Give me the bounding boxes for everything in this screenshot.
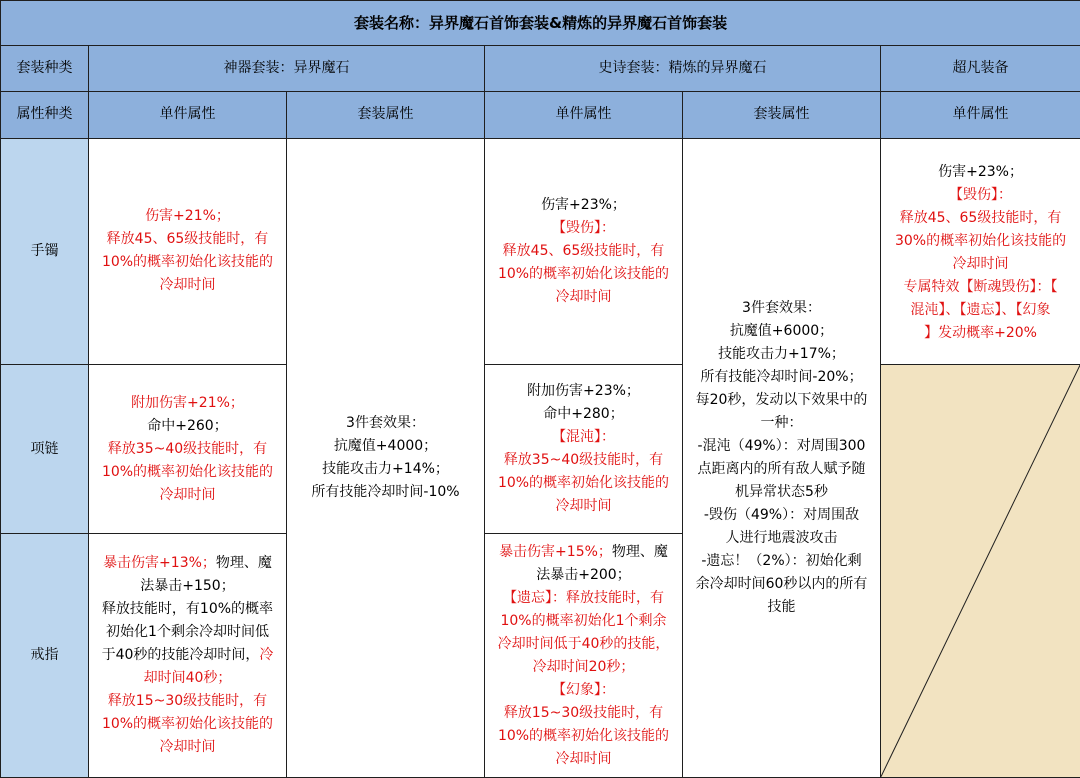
necklace-epic-attr: 附加伤害+23%； 命中+280； 【混沌】： 释放35~40级技能时，有 10%的概率初始化该技能的 冷却时间 [485, 365, 683, 534]
bracelet-artifact-attr: 伤害+21%； 释放45、65级技能时，有 10%的概率初始化该技能的 冷却时间 [89, 138, 287, 365]
epic-set-effect: 3件套效果： 抗魔值+6000； 技能攻击力+17%； 所有技能冷却时间-20%； 每20秒，发动以下效果中的 一种： -混沌（49%）：对周围300 点距离内的所有敌人赋予随 机异常状态5秒 -毁伤（49%）：对周围敌 人进行地震波攻击 -遗忘！（2%）：初始化剩 余冷却时间60秒以内的所有 技能 [683, 138, 881, 777]
ring-artifact-attr: 暴击伤害+13%；物理、魔 法暴击+150； 释放技能时，有10%的概率 初始化1个剩余冷却时间低 于40秒的技能冷却时间，冷 却时间40秒； 释放15~30级技能时，有 10%的概率初始化该技能的 冷却时间 [89, 534, 287, 778]
row-label-necklace: 项链 [1, 365, 89, 534]
diagonal-line [881, 365, 1080, 777]
epic-single-header: 单件属性 [485, 92, 683, 138]
table-title: 套装名称：异界魔石首饰套装&精炼的异界魔石首饰套装 [1, 1, 1080, 46]
bracelet-epic-attr: 伤害+23%； 【毁伤】： 释放45、65级技能时，有 10%的概率初始化该技能的 冷却时间 [485, 138, 683, 365]
row-label-bracelet: 手镯 [1, 138, 89, 365]
artifact-set-effect: 3件套效果： 抗魔值+4000； 技能攻击力+14%； 所有技能冷却时间-10% [287, 138, 485, 777]
set-type-label: 套装种类 [1, 46, 89, 92]
artifact-set-attr-header: 套装属性 [287, 92, 485, 138]
transcend-header: 超凡装备 [881, 46, 1080, 92]
artifact-single-header: 单件属性 [89, 92, 287, 138]
artifact-set-header: 神器套装：异界魔石 [89, 46, 485, 92]
ring-epic-attr: 暴击伤害+15%；物理、魔 法暴击+200； 【遗忘】：释放技能时，有 10%的概率初始化1个剩余 冷却时间低于40秒的技能， 冷却时间20秒； 【幻象】： 释放15~30级技能时，有 10%的概率初始化该技能的 冷却时间 [485, 534, 683, 778]
epic-set-attr-header: 套装属性 [683, 92, 881, 138]
epic-set-header: 史诗套装：精炼的异界魔石 [485, 46, 881, 92]
row-label-ring: 戒指 [1, 534, 89, 778]
transcend-single-header: 单件属性 [881, 92, 1080, 138]
necklace-artifact-attr: 附加伤害+21%； 命中+260； 释放35~40级技能时，有 10%的概率初始化该技能的 冷却时间 [89, 365, 287, 534]
transcend-empty-cell [881, 365, 1080, 778]
bracelet-transcend-attr: 伤害+23%； 【毁伤】： 释放45、65级技能时，有 30%的概率初始化该技能的 冷却时间 专属特效【断魂毁伤】：【 混沌】、【遗忘】、【幻象 】发动概率+20% [881, 138, 1080, 365]
attribute-type-label: 属性种类 [1, 92, 89, 138]
